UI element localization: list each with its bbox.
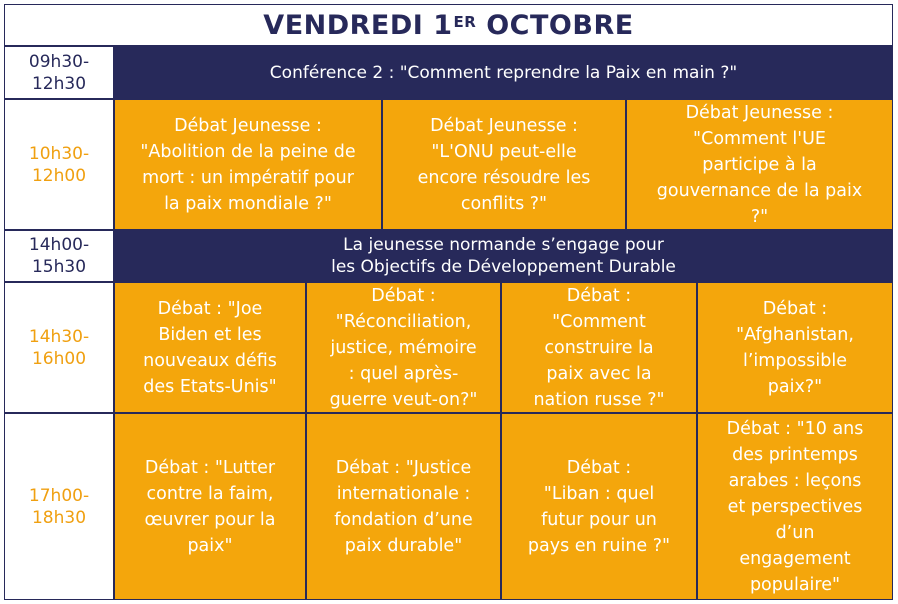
event-4-4: Débat : "Afghanistan, l’impossible paix?"	[697, 282, 893, 413]
event-5-4: Débat : "10 ans des printemps arabes : leçons et perspectives d’un engagement populaire"	[697, 413, 893, 600]
event-2-2: Débat Jeunesse : "L'ONU peut-elle encore résoudre les conflits ?"	[382, 99, 626, 230]
session-banner-2: La jeunesse normande s’engage pour les Objectifs de Développement Durable	[114, 230, 893, 282]
time-slot-1: 09h30- 12h30	[4, 46, 114, 99]
title-month: OCTOBRE	[486, 9, 634, 41]
time-slot-2: 10h30- 12h00	[4, 99, 114, 230]
event-5-1: Débat : "Lutter contre la faim, œuvrer pour la paix"	[114, 413, 306, 600]
event-2-1: Débat Jeunesse : "Abolition de la peine de mort : un impératif pour la paix mondiale ?"	[114, 99, 382, 230]
title-day: VENDREDI 1	[263, 9, 453, 41]
event-5-3: Débat : "Liban : quel futur pour un pays en ruine ?"	[501, 413, 697, 600]
event-4-1: Débat : "Joe Biden et les nouveaux défis des Etats-Unis"	[114, 282, 306, 413]
schedule-title	[4, 4, 893, 46]
event-4-2: Débat : "Réconciliation, justice, mémoire : quel après- guerre veut-on?"	[306, 282, 501, 413]
event-5-2: Débat : "Justice internationale : fondation d’une paix durable"	[306, 413, 501, 600]
event-2-3: Débat Jeunesse : "Comment l'UE participe à la gouvernance de la paix ?"	[626, 99, 893, 230]
time-slot-4: 14h30- 16h00	[4, 282, 114, 413]
session-banner-1: Conférence 2 : "Comment reprendre la Paix en main ?"	[114, 46, 893, 99]
title-sup: ER	[453, 13, 477, 31]
event-4-3: Débat : "Comment construire la paix avec la nation russe ?"	[501, 282, 697, 413]
time-slot-3: 14h00- 15h30	[4, 230, 114, 282]
time-slot-5: 17h00- 18h30	[4, 413, 114, 600]
